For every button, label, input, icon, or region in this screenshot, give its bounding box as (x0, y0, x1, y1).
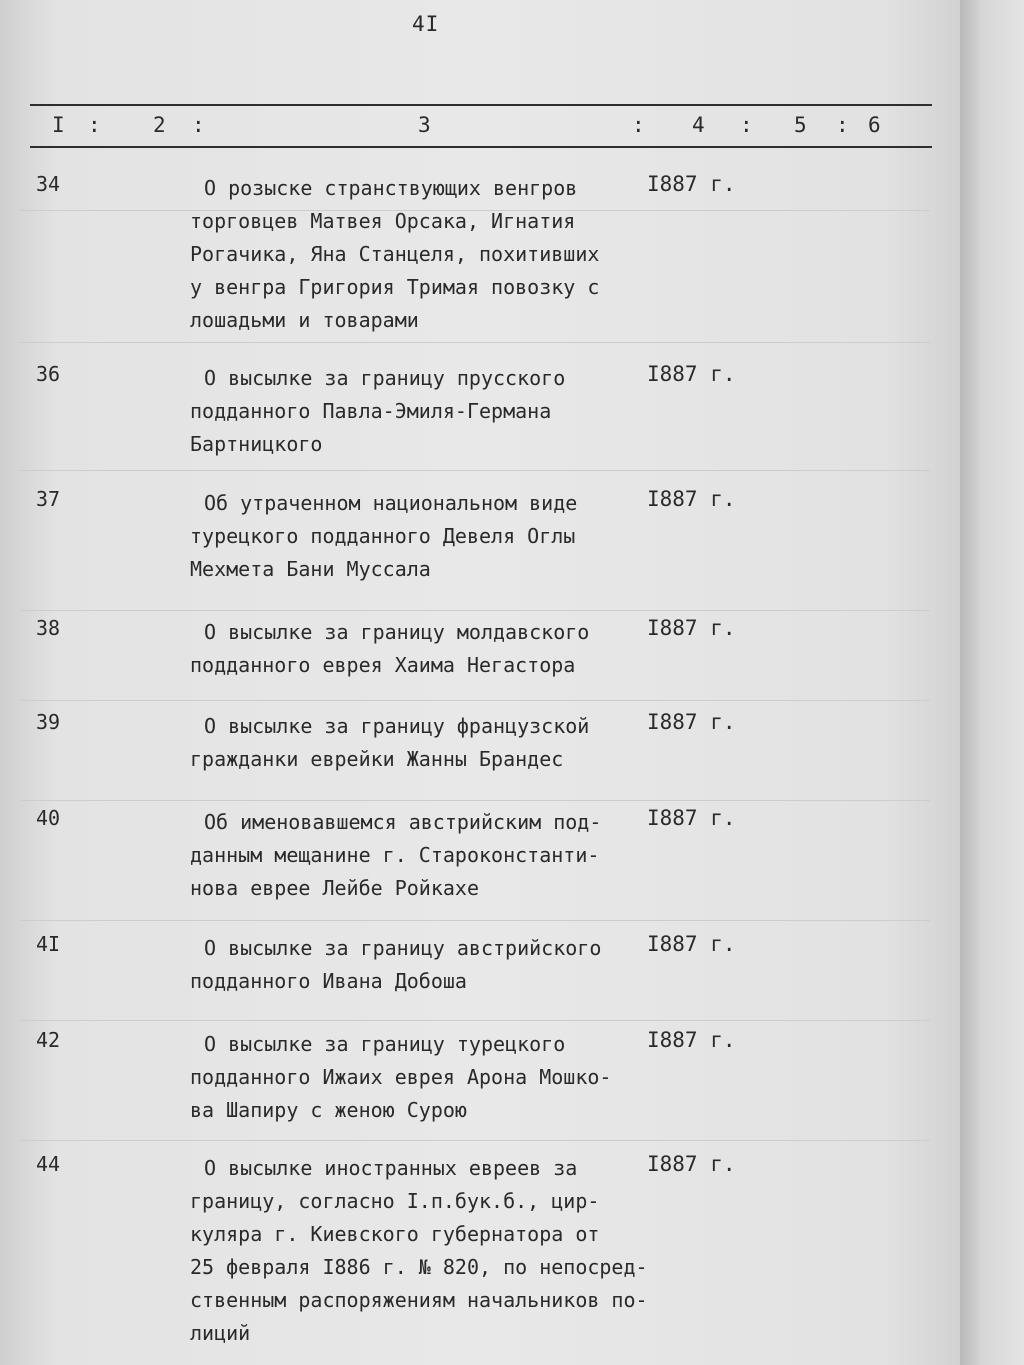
column-header-4: 4 (692, 113, 705, 137)
column-header-6: 6 (868, 113, 881, 137)
entry-title: О розыске странствующих венгров торговцев Матвея Орсака, Игнатия Рогачика, Яна Станцеля, похитивших у венгра Григория Тримая повозку с лошадьми и товарами (190, 176, 600, 332)
entry-number: 36 (36, 362, 61, 386)
column-separator: : (632, 113, 645, 137)
column-separator: : (88, 113, 101, 137)
entry-title: О высылке за границу молдавского подданного еврея Хаима Негастора (190, 620, 590, 677)
entry-title: О высылке за границу австрийского подданного Ивана Добоша (190, 936, 602, 993)
column-separator: : (740, 113, 753, 137)
bleed-through-line (20, 700, 930, 701)
page-edge-shadow (960, 0, 1024, 1365)
entry-title: О высылке иностранных евреев за границу, согласно I.п.бук.б., цир- куляра г. Киевского губернатора от 25 февраля I886 г. № 820, по непосред- ственным распоряжениям начальников по- лиций (190, 1156, 648, 1345)
bleed-through-line (20, 470, 930, 471)
bleed-through-line (20, 920, 930, 921)
entry-year: I887 г. (647, 932, 736, 956)
entry-year: I887 г. (647, 1152, 736, 1176)
column-separator: : (192, 113, 205, 137)
entry-year: I887 г. (647, 1028, 736, 1052)
entry-title: Об именовавшемся австрийским под- данным мещанине г. Староконстанти- нова еврее Лейбе Ройкахе (190, 810, 602, 900)
entry-title: О высылке за границу французской гражданки еврейки Жанны Брандес (190, 714, 590, 771)
entry-title: О высылке за границу прусского подданного Павла-Эмиля-Германа Бартницкого (190, 366, 566, 456)
header-bottom-rule (30, 146, 932, 148)
entry-number: 34 (36, 172, 61, 196)
column-header-5: 5 (794, 113, 807, 137)
entry-year: I887 г. (647, 172, 736, 196)
entry-year: I887 г. (647, 487, 736, 511)
entry-number: 40 (36, 806, 61, 830)
column-header-1: I (52, 113, 65, 137)
entry-title: Об утраченном национальном виде турецкого подданного Девеля Оглы Мехмета Бани Муссала (190, 491, 578, 581)
column-header-3: 3 (418, 113, 431, 137)
entry-year: I887 г. (647, 710, 736, 734)
entry-number: 38 (36, 616, 61, 640)
entry-year: I887 г. (647, 806, 736, 830)
bleed-through-line (20, 342, 930, 343)
entry-number: 4I (36, 932, 61, 956)
entry-number: 44 (36, 1152, 61, 1176)
bleed-through-line (20, 610, 930, 611)
entry-year: I887 г. (647, 616, 736, 640)
entry-title: О высылке за границу турецкого подданного Ижаих еврея Арона Мошко- ва Шапиру с женою Сурою (190, 1032, 612, 1122)
entry-number: 37 (36, 487, 61, 511)
header-top-rule (30, 104, 932, 106)
entry-year: I887 г. (647, 362, 736, 386)
column-header-2: 2 (153, 113, 166, 137)
entry-number: 42 (36, 1028, 61, 1052)
page-number: 4I (412, 12, 440, 36)
column-separator: : (836, 113, 849, 137)
bleed-through-line (20, 1020, 930, 1021)
bleed-through-line (20, 1140, 930, 1141)
bleed-through-line (20, 800, 930, 801)
entry-number: 39 (36, 710, 61, 734)
